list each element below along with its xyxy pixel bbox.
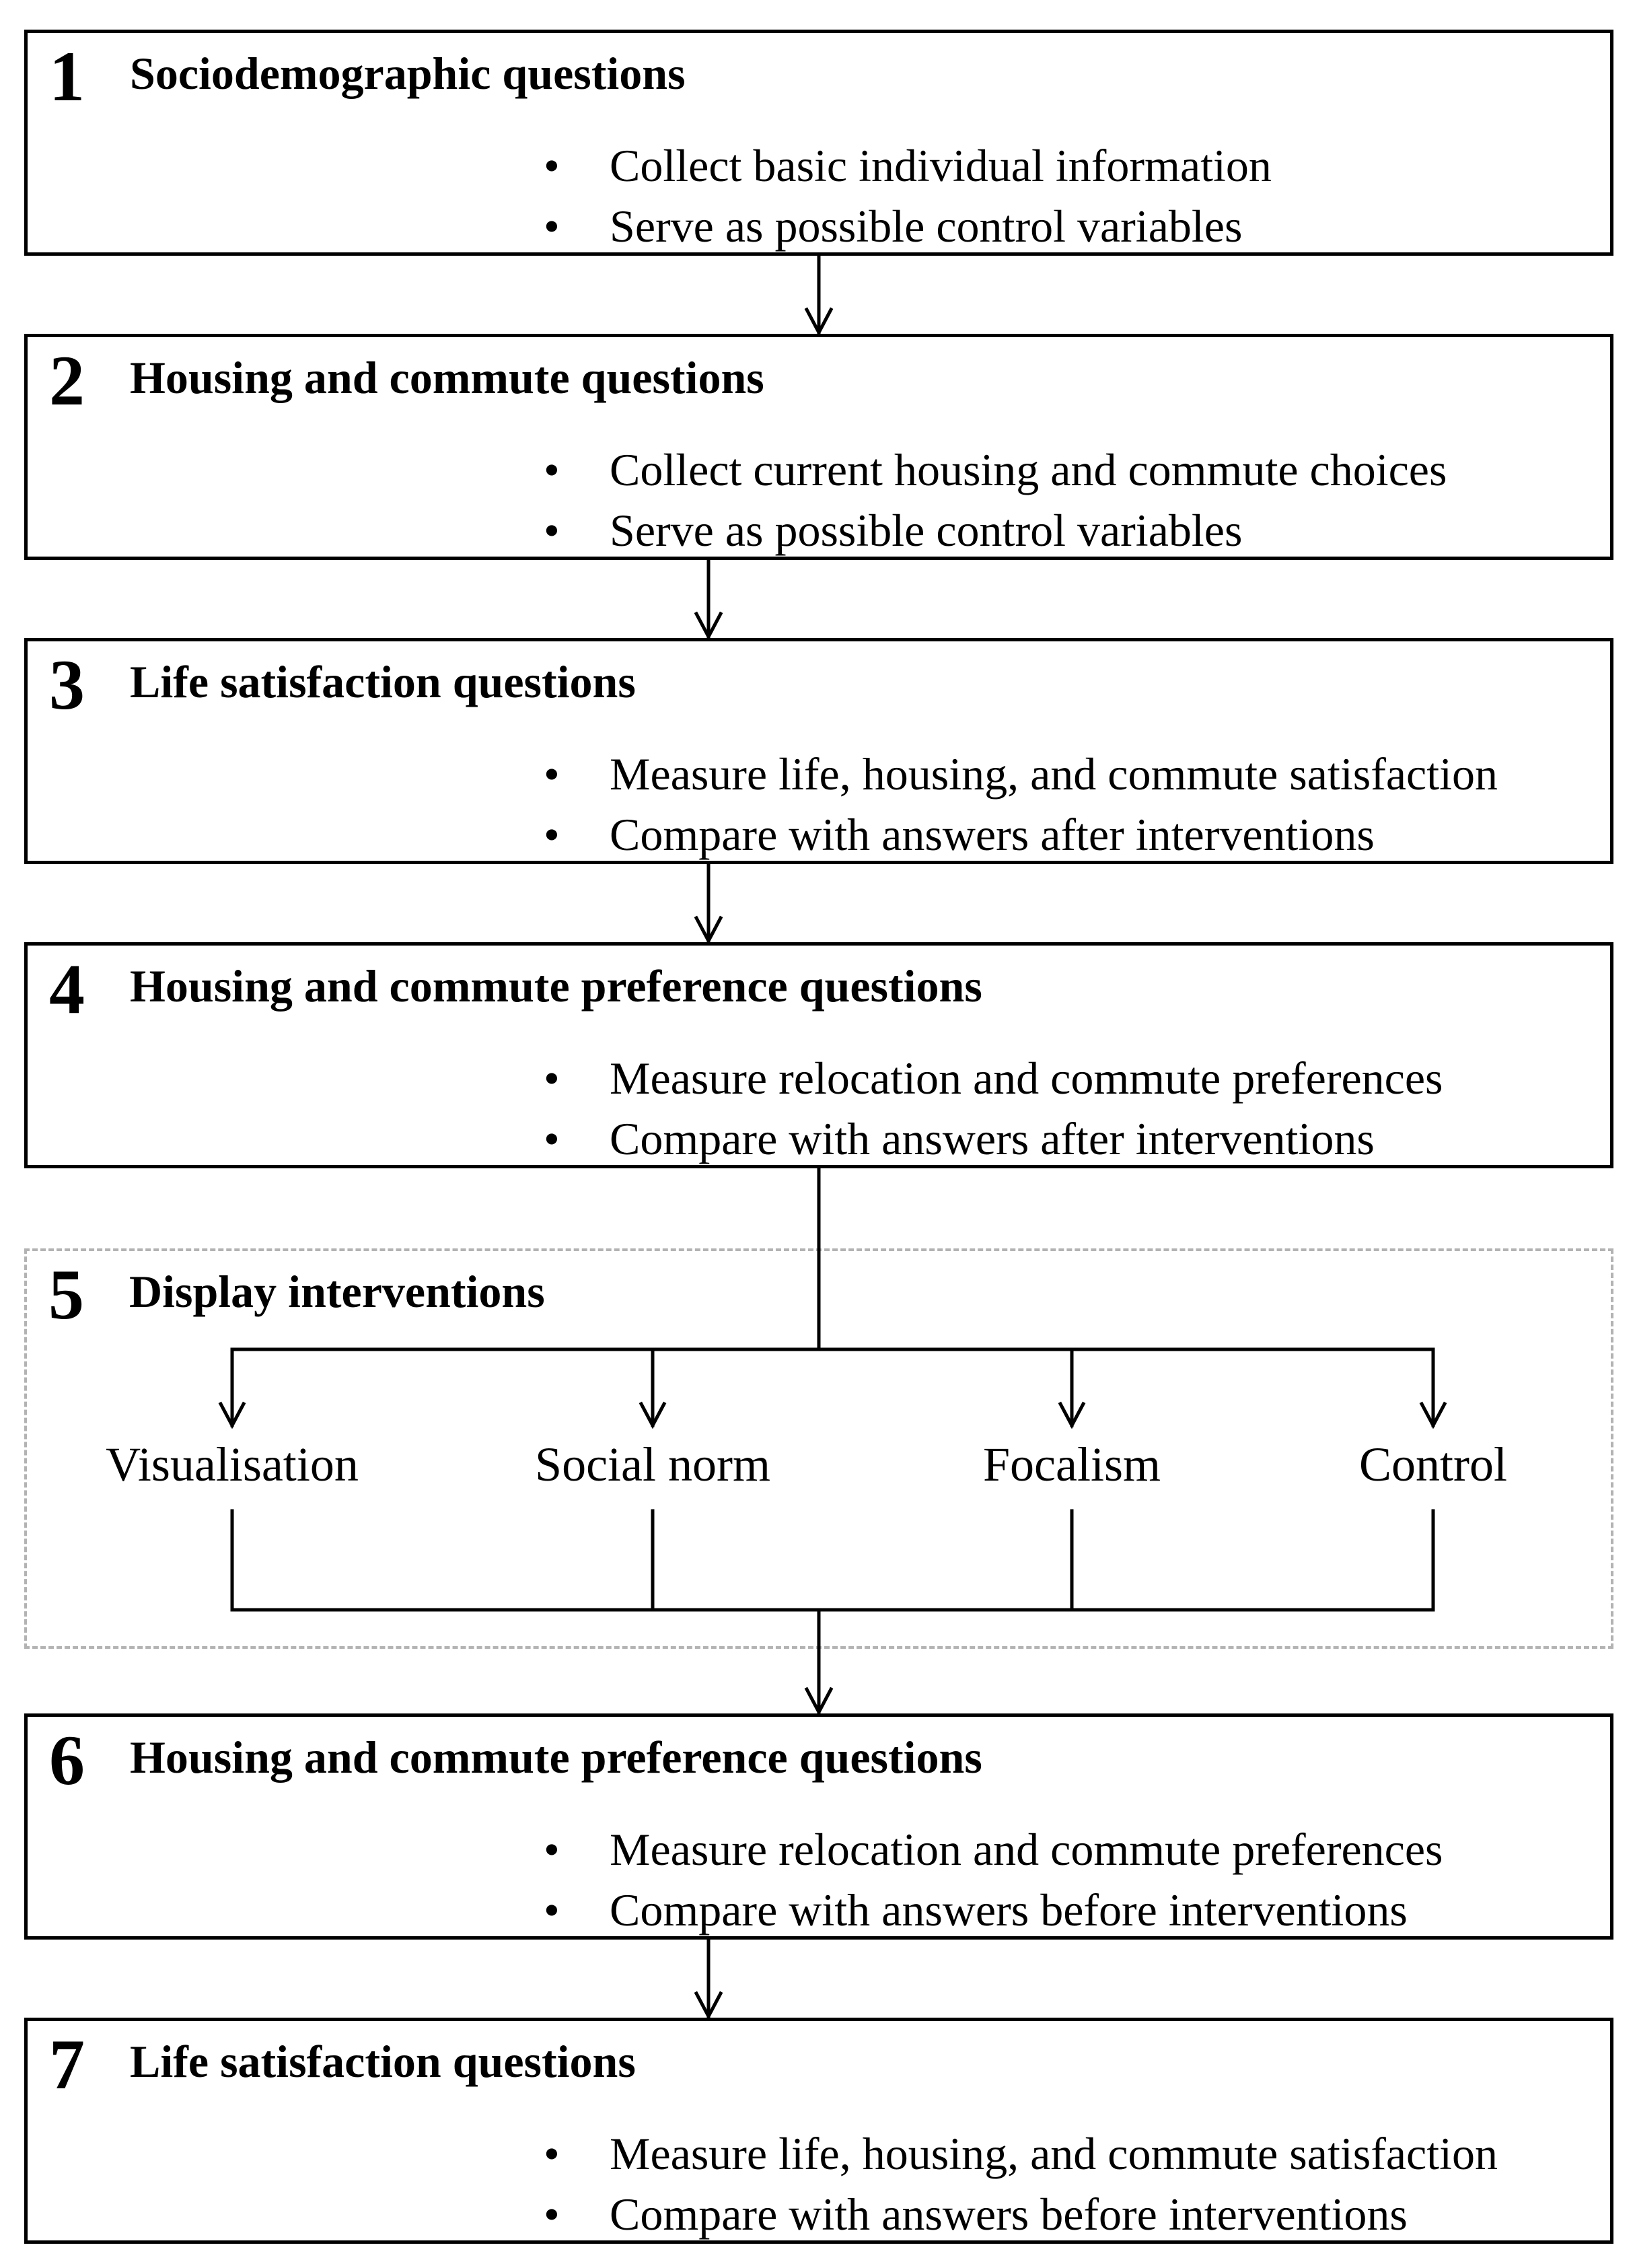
step-number: 4: [49, 950, 85, 1028]
bullet-item: • Measure relocation and commute preferences: [522, 1819, 1443, 1880]
bullet-item: • Measure relocation and commute preferences: [522, 1048, 1443, 1108]
branch-focalism: Focalism: [983, 1438, 1161, 1491]
bullet-item: • Compare with answers after interventions: [522, 1108, 1443, 1169]
bullet-item: • Compare with answers before interventions: [522, 2184, 1498, 2244]
step-number: 1: [49, 37, 85, 116]
step-number: 3: [49, 645, 85, 724]
branch-social-norm: Social norm: [535, 1438, 770, 1491]
step-number: 5: [48, 1255, 84, 1334]
step-title: Sociodemographic questions: [130, 48, 686, 99]
step-title: Housing and commute preference questions: [130, 960, 982, 1012]
bullet-item: • Collect basic individual information: [522, 135, 1272, 196]
bullet-item: • Collect current housing and commute choices: [522, 439, 1447, 500]
step-title: Display interventions: [129, 1266, 545, 1317]
step-title: Life satisfaction questions: [130, 656, 636, 707]
bullet-item: • Measure life, housing, and commute satisfaction: [522, 744, 1498, 804]
bullet-item: • Serve as possible control variables: [522, 500, 1447, 561]
bullet-item: • Serve as possible control variables: [522, 196, 1272, 256]
bullet-item: • Compare with answers before interventions: [522, 1880, 1443, 1940]
step-number: 7: [49, 2025, 85, 2104]
step-title: Housing and commute questions: [130, 352, 764, 403]
bullet-item: • Measure life, housing, and commute satisfaction: [522, 2123, 1498, 2184]
step-title: Life satisfaction questions: [130, 2036, 636, 2087]
bullet-item: • Compare with answers after interventions: [522, 804, 1498, 865]
step-number: 2: [49, 341, 85, 420]
step-title: Housing and commute preference questions: [130, 1732, 982, 1783]
branch-visualisation: Visualisation: [106, 1438, 359, 1491]
branch-control: Control: [1358, 1438, 1508, 1491]
step-number: 6: [49, 1721, 85, 1800]
